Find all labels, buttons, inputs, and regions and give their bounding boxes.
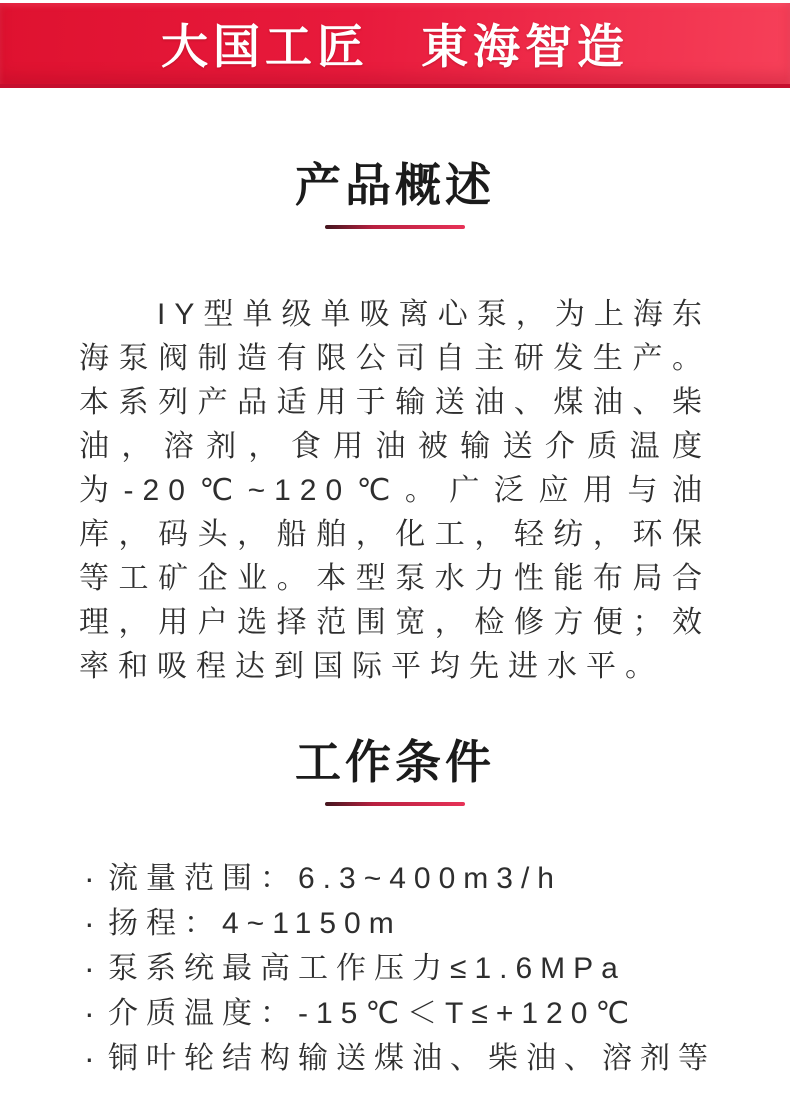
conditions-list xyxy=(84,856,744,1081)
overview-title-underline xyxy=(325,225,465,229)
overview-section-title: 产品概述 xyxy=(295,159,495,211)
banner-title: 大国工匠 東海智造 xyxy=(161,20,629,73)
list-item-text: 扬程：4~1150m xyxy=(108,907,402,940)
list-item-text: 泵系统最高工作压力≤1.6MPa xyxy=(108,952,626,985)
bullet-dot-icon: · xyxy=(84,995,95,1031)
bullet-dot-icon: · xyxy=(84,860,95,896)
list-item xyxy=(84,901,744,946)
list-item xyxy=(84,1036,744,1081)
conditions-header xyxy=(0,735,790,806)
top-banner xyxy=(0,3,790,88)
overview-header xyxy=(0,158,790,229)
list-item xyxy=(84,946,744,991)
conditions-section-title: 工作条件 xyxy=(295,736,495,788)
list-item-text: 介质温度：-15℃＜T≤+120℃ xyxy=(108,997,638,1030)
product-detail-page xyxy=(0,3,790,1117)
list-item xyxy=(84,991,744,1036)
conditions-title-underline xyxy=(325,802,465,806)
overview-paragraph: IY型单级单吸离心泵，为上海东海泵阀制造有限公司自主研发生产。本系列产品适用于输送油、煤油、柴油，溶剂，食用油被输送介质温度为-20℃~120℃。广泛应用与油库，码头，船舶，化工，轻纺，环保等工矿企业。本型泵水力性能布局合理，用户选择范围宽，检修方便；效率和吸程达到国际平均先进水平。 xyxy=(79,298,711,683)
bullet-dot-icon: · xyxy=(84,905,95,941)
conditions-section xyxy=(0,735,790,1081)
list-item-text: 流量范围：6.3~400m3/h xyxy=(108,862,562,895)
overview-section xyxy=(0,158,790,689)
list-item xyxy=(84,856,744,901)
list-item-text: 铜叶轮结构输送煤油、柴油、溶剂等 xyxy=(108,1042,716,1075)
bullet-dot-icon: · xyxy=(84,1040,95,1076)
bullet-dot-icon: · xyxy=(84,950,95,986)
